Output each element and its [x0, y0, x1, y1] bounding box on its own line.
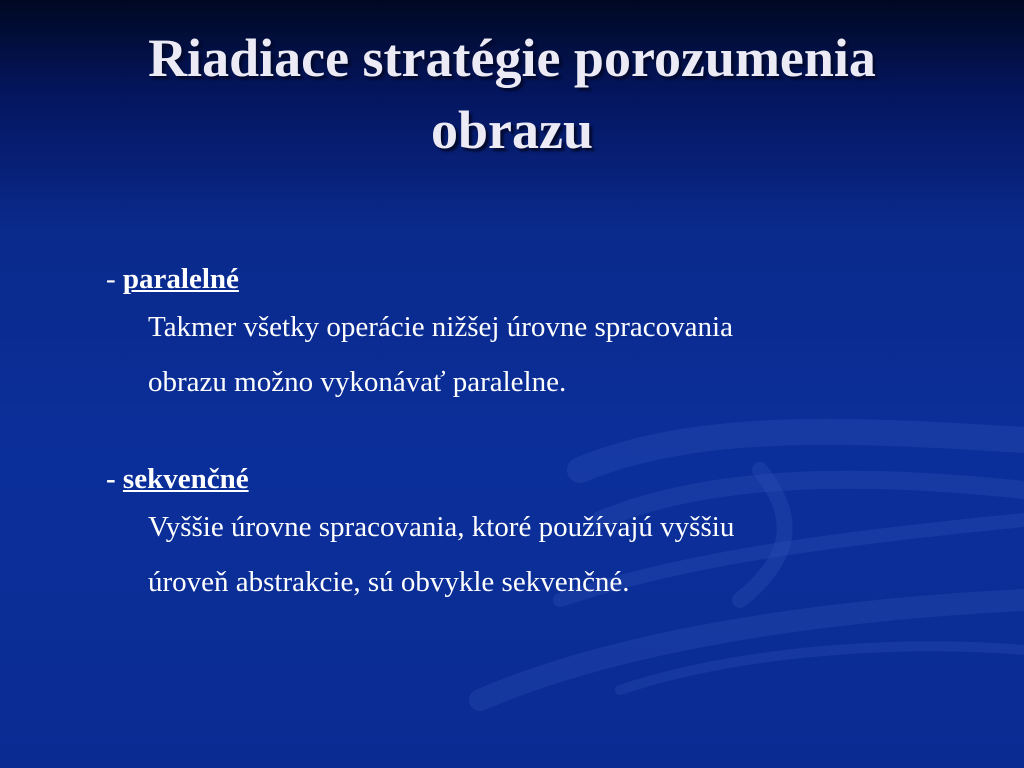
slide-title-line-1: Riadiace stratégie porozumenia [148, 28, 876, 88]
list-item-sekvencne [106, 462, 986, 497]
description-line: úroveň abstrakcie, sú obvykle sekvenčné. [148, 566, 630, 598]
slide-title-line-2: obrazu [431, 100, 593, 160]
description-line: Vyššie úrovne spracovania, ktoré používajú vyššiu [148, 511, 735, 543]
list-item-paralelne [106, 262, 986, 297]
item-description [106, 310, 948, 400]
item-description [106, 510, 948, 600]
item-term: sekvenčné [122, 463, 249, 495]
item-term: paralelné [122, 263, 239, 295]
item-dash: - [106, 463, 123, 495]
description-line: Takmer všetky operácie nižšej úrovne spracovania [148, 311, 733, 343]
item-dash: - [106, 263, 123, 295]
description-line: obrazu možno vykonávať paralelne. [148, 366, 567, 398]
slide-content [106, 262, 986, 600]
slide-title [0, 22, 1024, 166]
